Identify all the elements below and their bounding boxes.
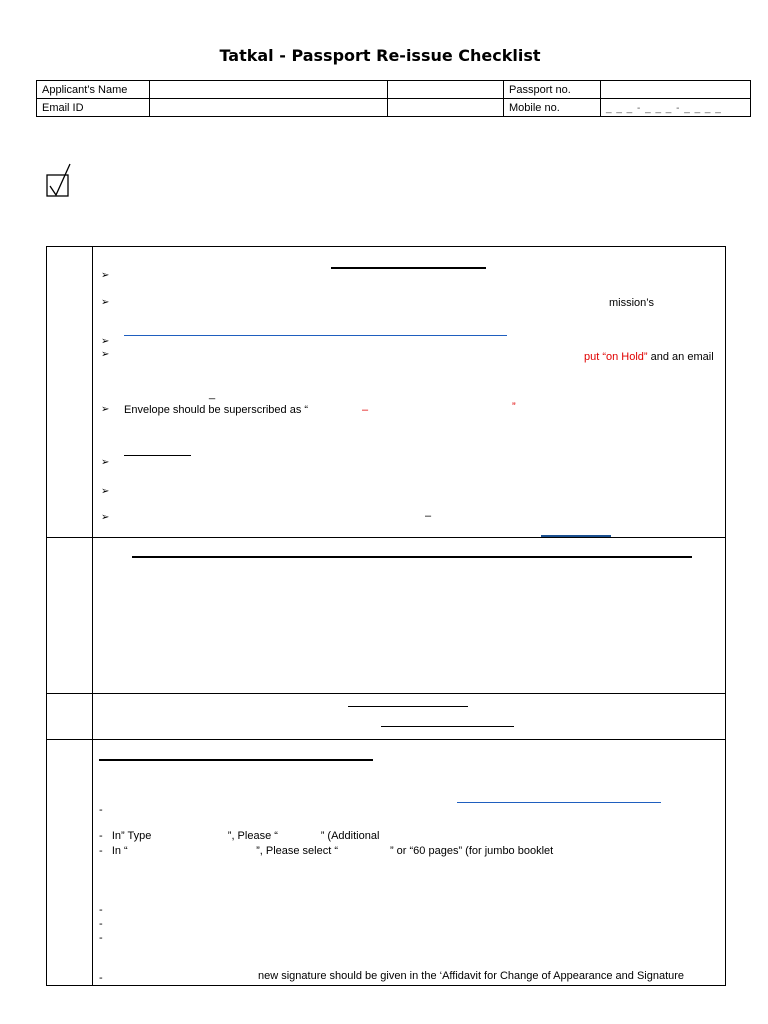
dash: -	[99, 918, 103, 930]
passport-no-field[interactable]	[601, 81, 751, 99]
applicant-info-table	[36, 80, 751, 117]
passport-no-label: Passport no.	[504, 81, 601, 99]
signature-affidavit-text: new signature should be given in the ‘Affidavit for Change of Appearance and Signature	[258, 970, 685, 982]
dash-mid: –	[425, 510, 432, 522]
underline	[381, 726, 514, 727]
mobile-no-field[interactable]	[601, 99, 751, 117]
mobile-no-label: Mobile no.	[504, 99, 601, 117]
bullet-icon: ➢	[101, 486, 110, 497]
bullet-icon: ➢	[101, 512, 110, 523]
dash: -	[99, 804, 103, 816]
dash: -	[99, 904, 103, 916]
checklist-box	[46, 246, 726, 986]
envelope-red-quote: ”	[512, 401, 516, 413]
mobile-mask: _ _ _ - _ _ _ - _ _ _ _	[606, 102, 722, 114]
row-divider	[47, 693, 725, 694]
table-row	[37, 99, 751, 117]
column-divider	[92, 247, 93, 985]
type-instruction: - In” Type ”, Please “ ” (Additional	[99, 830, 380, 842]
link-underline[interactable]	[124, 335, 507, 336]
table-row	[37, 81, 751, 99]
blank-cell	[388, 81, 504, 99]
missions-text: mission’s	[609, 297, 655, 309]
bullet-icon: ➢	[101, 270, 110, 281]
underline	[99, 759, 373, 761]
dash: -	[99, 972, 103, 984]
envelope-text: Envelope should be superscribed as “	[124, 404, 309, 416]
underline	[124, 455, 191, 456]
email-field[interactable]	[150, 99, 388, 117]
bullet-icon: ➢	[101, 349, 110, 360]
blank-cell	[388, 99, 504, 117]
row-divider	[47, 537, 725, 538]
link-underline[interactable]	[541, 535, 611, 537]
envelope-red-dash: –	[362, 404, 369, 416]
underline	[331, 267, 486, 269]
bullet-icon: ➢	[101, 404, 110, 415]
checkmark-box-icon	[46, 162, 72, 198]
pages-instruction: - In “ ”, Please select “ ” or “60 pages” (for jumbo booklet	[99, 845, 554, 857]
bullet-icon: ➢	[101, 457, 110, 468]
dash-fragment: _	[209, 388, 216, 400]
row-divider	[47, 739, 725, 740]
applicant-name-label: Applicant’s Name	[37, 81, 150, 99]
on-hold-text: put “on Hold” and an email	[584, 351, 714, 363]
applicant-name-field[interactable]	[150, 81, 388, 99]
link-underline[interactable]	[457, 802, 661, 803]
dash: -	[99, 932, 103, 944]
bullet-icon: ➢	[101, 297, 110, 308]
bullet-icon: ➢	[101, 336, 110, 347]
underline	[132, 556, 692, 558]
page-title: Tatkal - Passport Re-issue Checklist	[219, 46, 541, 65]
email-label: Email ID	[37, 99, 150, 117]
underline	[348, 706, 468, 707]
